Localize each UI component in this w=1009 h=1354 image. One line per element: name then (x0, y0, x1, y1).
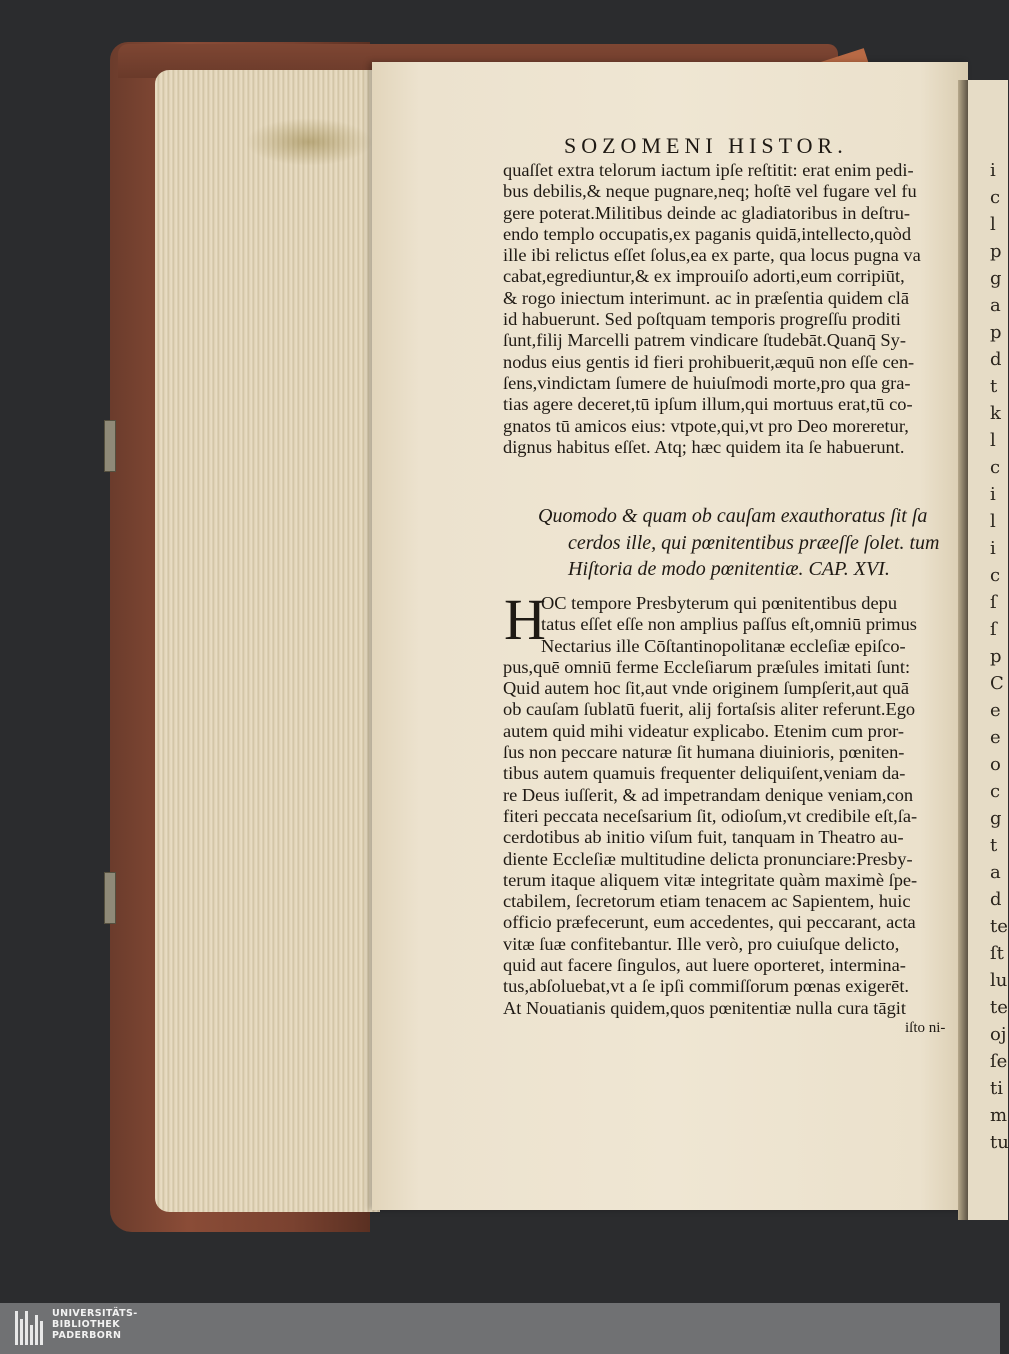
facing-page-fragment: ſ (990, 619, 997, 640)
library-name (52, 1308, 138, 1341)
text-line: ſunt,filij Marcelli patrem vindicare ſtudebāt.Quanq̄ Sy- (503, 330, 906, 351)
facing-page-fragment: c (990, 457, 1001, 478)
text-line: id habuerunt. Sed poſtquam temporis progreſſu proditi (503, 309, 901, 330)
drop-cap: H (504, 587, 546, 652)
text-line: Hiſtoria de modo pœnitentiæ. CAP. XVI. (568, 558, 890, 580)
text-line: ſus non peccare naturæ ſit humana diuinioris, pœniten- (503, 742, 905, 763)
facing-page-fragment: e (990, 727, 1001, 748)
text-line: terum itaque aliquem vitæ integritate quàm maximè ſpe- (503, 869, 918, 890)
text-block-body (503, 587, 953, 1019)
text-line: officio præfecerunt, eum accedentes, qui peccarant, acta (503, 912, 916, 933)
text-line: ctabilem, ſecretorum etiam tenacem ac Sapientem, huic (503, 891, 911, 912)
library-footer (0, 1303, 1000, 1354)
text-line: gere poterat.Militibus deinde ac gladiatoribus in deſtru- (503, 202, 911, 223)
facing-page-fragment: c (990, 781, 1001, 802)
text-line: Quid autem hoc ſit,aut vnde originem ſumpſerit,aut quā (503, 678, 910, 699)
facing-page-fragment: l (990, 214, 996, 235)
page-edges (155, 70, 380, 1212)
clasp-bottom (104, 872, 116, 924)
facing-page-fragment: t (990, 376, 998, 397)
catchword: iſto ni- (905, 1020, 946, 1036)
facing-page-fragment: m (990, 1105, 1008, 1126)
library-line-3: PADERBORN (52, 1330, 122, 1341)
text-line: ille ibi relictus eſſet ſolus,ea ex parte, qua locus pugna va (503, 245, 921, 266)
text-line: nodus eius gentis id fieri prohibuerit,æquū non eſſe cen- (503, 351, 915, 372)
text-line: Nectarius ille Cōſtantinopolitanæ eccleſiæ epiſco- (541, 635, 906, 656)
edge-inscription (245, 118, 373, 166)
text-line: OC tempore Presbyterum qui pœnitentibus depu (541, 593, 898, 613)
text-line: quaſſet extra telorum iactum ipſe reſtitit: erat enim pedi- (503, 160, 914, 180)
facing-page-fragment: a (990, 862, 1001, 883)
text-line: ſens,vindictam ſumere de huiuſmodi morte,pro qua gra- (503, 372, 911, 393)
text-line: tus,abſoluebat,vt a ſe ipſi commiſſorum pœnas exigerēt. (503, 976, 910, 997)
library-line-1: UNIVERSITÄTS- (52, 1308, 138, 1319)
facing-page-fragment: C (990, 673, 1004, 694)
text-line: Quomodo & quam ob cauſam exauthoratus ſit ſa (538, 505, 928, 527)
facing-page-fragment: k (990, 403, 1001, 424)
facing-page-fragment: ſ (990, 592, 997, 613)
facing-page-fragment: g (990, 268, 1002, 289)
chapter-caption (538, 503, 958, 583)
text-block-top (503, 160, 953, 458)
facing-page-fragment: i (990, 538, 996, 559)
facing-page-fragment: tu (990, 1132, 1009, 1153)
text-line: pus,quē omniū ferme Eccleſiarum præſules imitati ſunt: (503, 656, 911, 677)
text-line: cerdos ille, qui pœnitentibus præeſſe ſolet. tum (568, 531, 940, 554)
text-line: tias agere deceret,tū ipſum illum,qui mortuus erat,tū co- (503, 394, 913, 415)
facing-page-fragment: g (990, 808, 1002, 829)
library-logo-icon (15, 1311, 43, 1345)
text-line: tatus eſſet eſſe non amplius paſſus eſt,omniū primus (541, 614, 917, 635)
facing-page-fragment: lu (990, 970, 1008, 991)
running-head: SOZOMENI HISTOR. (564, 133, 848, 158)
facing-page-fragment: e (990, 700, 1001, 721)
facing-page-fragment: ti (990, 1078, 1003, 1099)
facing-page-fragment: c (990, 565, 1001, 586)
facing-page-fragment: te (990, 997, 1008, 1018)
text-line: vitæ ſuæ confitebantur. Ille verò, pro cuiuſque delicto, (503, 933, 900, 954)
facing-page-fragment: i (990, 160, 996, 181)
library-line-2: BIBLIOTHEK (52, 1319, 120, 1330)
text-line: cabat,egrediuntur,& ex improuiſo adorti,eum corripiūt, (503, 266, 905, 287)
facing-page-fragment: o (990, 754, 1001, 775)
text-line: endo templo occupatis,ex paganis quidā,intellecto,quòd (503, 223, 912, 244)
text-line: quid aut facere ſingulos, aut luere oporteret, intermina- (503, 955, 906, 976)
text-line: autem quid mihi videatur explicabo. Etenim cum pror- (503, 720, 905, 741)
text-line: tibus autem quamuis frequenter deliquiſent,veniam da- (503, 763, 906, 784)
facing-page-fragment: d (990, 349, 1002, 370)
facing-page-fragment: p (990, 646, 1002, 667)
facing-page-fragment: p (990, 241, 1002, 262)
text-line: cerdotibus ab initio viſum fuit, tanquam in Theatro au- (503, 827, 904, 848)
facing-page-fragment: p (990, 322, 1002, 343)
facing-page-fragment: c (990, 187, 1001, 208)
facing-page-fragment: l (990, 430, 996, 451)
text-line: fiteri peccata neceſsarium ſit, odioſum,vt credibile eſt,ſa- (503, 805, 918, 826)
facing-page-fragment: te (990, 916, 1008, 937)
clasp-top (104, 420, 116, 472)
text-line: At Nouatianis quidem,quos pœnitentiæ nulla cura tāgit (503, 997, 906, 1018)
text-line: bus debilis,& neque pugnare,neq; hoſtē vel fugare vel fu (503, 181, 917, 202)
facing-page-fragment: ſt (990, 943, 1004, 964)
facing-page-fragment: d (990, 889, 1002, 910)
facing-page-fragment: a (990, 295, 1001, 316)
facing-page-fragment: ſe (990, 1051, 1008, 1072)
text-line: re Deus iuſſerit, & ad impetrandam denique veniam,con (503, 784, 914, 805)
text-line: diente Eccleſiæ multitudine delicta pronunciare:Presby- (503, 848, 913, 869)
facing-page-fragment: i (990, 484, 996, 505)
text-line: gnatos tū amicos eius: vtpote,qui,vt pro Deo moreretur, (503, 415, 909, 436)
facing-page (968, 80, 1008, 1220)
facing-page-fragment: oj (990, 1024, 1007, 1045)
facing-page-fragment: l (990, 511, 996, 532)
text-line: dignus habitus eſſet. Atq; hæc quidem ita ſe habuerunt. (503, 436, 905, 457)
text-line: ob cauſam ſublatū fuerit, alij fortaſsis aliter referunt.Ego (503, 699, 916, 720)
text-line: & rogo iniectum interimunt. ac in præſentia quidem clā (503, 287, 910, 308)
facing-page-fragment: t (990, 835, 998, 856)
